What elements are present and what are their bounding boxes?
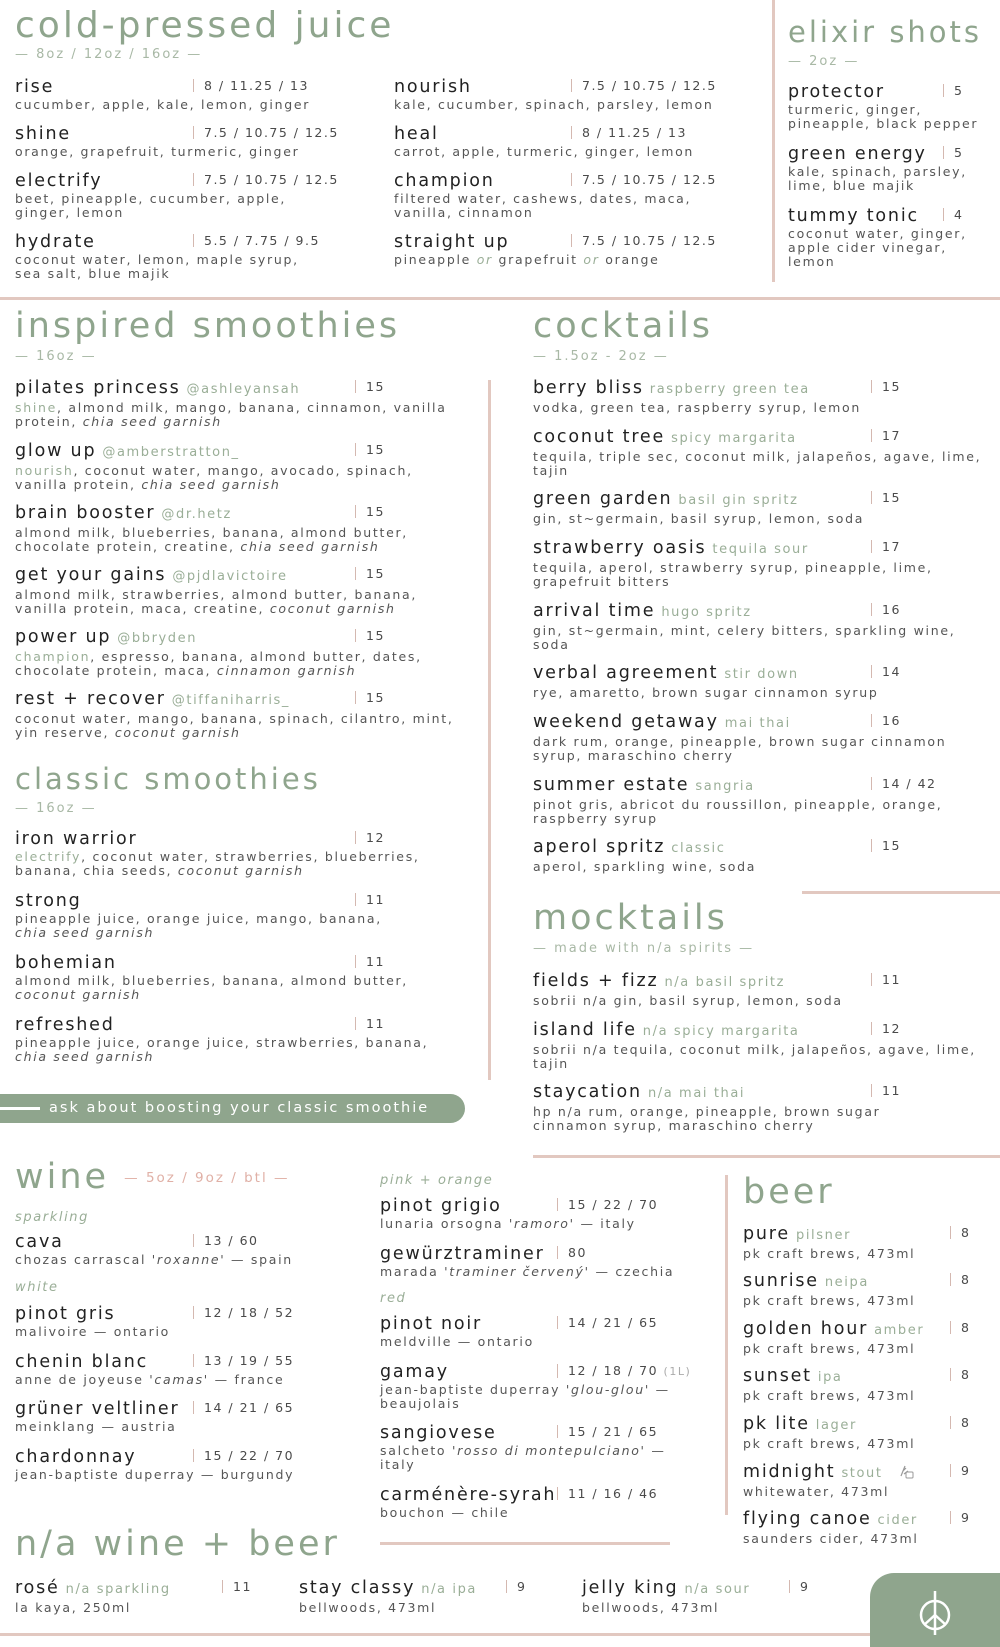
item-desc: salcheto 'rosso di montepulciano' — italy	[380, 1443, 666, 1472]
menu-item	[743, 1462, 993, 1499]
item-name: fields + fizz n/a basil spritz	[533, 971, 786, 991]
item-name: electrify	[15, 171, 103, 191]
item-desc: tequila, triple sec, coconut milk, jalapeños, agave, lime, tajin	[533, 449, 982, 478]
divider-horizontal	[0, 1633, 870, 1636]
wine-category-white: white	[15, 1280, 59, 1295]
item-desc: filtered water, cashews, dates, maca, vanilla, cinnamon	[394, 191, 692, 220]
item-desc: pk craft brews, 473ml	[743, 1246, 916, 1261]
item-name: get your gains @pjdlavictoire	[15, 565, 288, 585]
item-price: 15	[355, 380, 385, 393]
item-desc: coconut water, mango, banana, spinach, cilantro, mint, yin reserve, coconut garnish	[15, 711, 454, 740]
item-desc: bellwoods, 473ml	[582, 1600, 720, 1615]
item-price: 8	[950, 1226, 970, 1239]
item-name: coconut tree spicy margarita	[533, 427, 797, 447]
divider-vertical	[772, 0, 775, 282]
item-name: pinot grigio	[380, 1196, 502, 1216]
menu-item	[743, 1271, 993, 1308]
item-name: stay classy n/a ipa	[299, 1578, 477, 1598]
menu-item	[380, 1362, 710, 1411]
item-price: 8	[950, 1416, 970, 1429]
item-desc: gin, st~germain, basil syrup, lemon, soda	[533, 511, 865, 526]
item-name: bohemian	[15, 953, 117, 973]
item-desc: vodka, green tea, raspberry syrup, lemon	[533, 400, 861, 415]
item-price: 11 / 16 / 46	[557, 1487, 658, 1500]
item-desc: pineapple or grapefruit or orange	[394, 252, 660, 267]
item-price: 4	[943, 208, 963, 221]
item-desc: pk craft brews, 473ml	[743, 1293, 916, 1308]
menu-item	[299, 1578, 559, 1615]
item-name: chenin blanc	[15, 1352, 149, 1372]
item-name: rosé n/a sparkling	[15, 1578, 171, 1598]
cocktails-sizes: — 1.5oz - 2oz —	[533, 349, 669, 364]
inspired-sizes: — 16oz —	[15, 349, 97, 364]
item-desc: turmeric, ginger, pineapple, black pepper	[788, 102, 979, 131]
item-desc: whitewater, 473ml	[743, 1484, 890, 1499]
divider-horizontal	[0, 297, 1000, 300]
divider-vertical	[725, 1175, 728, 1515]
item-price: 7.5 / 10.75 / 12.5	[193, 126, 339, 139]
item-name: sunset ipa	[743, 1366, 843, 1386]
item-price: 13 / 19 / 55	[193, 1354, 294, 1367]
menu-item	[533, 378, 993, 415]
item-desc: anne de joyeuse 'camas' — france	[15, 1372, 285, 1387]
section-title-na: n/a wine + beer	[15, 1524, 340, 1564]
menu-item	[394, 232, 764, 267]
peace-sign-icon	[915, 1587, 955, 1637]
item-desc: lunaria orsogna 'ramoro' — italy	[380, 1216, 636, 1231]
menu-item	[582, 1578, 842, 1615]
item-desc: nourish, coconut water, mango, avocado, spinach, vanilla protein, chia seed garnish	[15, 463, 413, 492]
item-price: 15	[355, 567, 385, 580]
menu-item	[380, 1196, 710, 1231]
item-price: 5.5 / 7.75 / 9.5	[193, 234, 320, 247]
item-desc: sobrii n/a gin, basil syrup, lemon, soda	[533, 993, 843, 1008]
menu-item	[743, 1414, 993, 1451]
item-name: tummy tonic	[788, 206, 919, 226]
item-price: 80	[557, 1246, 587, 1259]
brand-logo	[870, 1573, 1000, 1647]
item-name: golden hour amber	[743, 1319, 925, 1339]
item-name: sangiovese	[380, 1423, 497, 1443]
menu-item	[533, 1082, 993, 1133]
section-title-classic: classic smoothies	[15, 762, 321, 796]
item-price: 5	[943, 146, 963, 159]
item-desc: sobrii n/a tequila, coconut milk, jalapeños, agave, lime, tajin	[533, 1042, 976, 1071]
divider-horizontal	[802, 891, 1000, 894]
item-name: weekend getaway mai thai	[533, 712, 791, 732]
wine-header	[15, 1157, 290, 1197]
item-desc: bouchon — chile	[380, 1505, 510, 1520]
gluten-free-icon	[898, 1463, 914, 1479]
item-price: 11	[355, 1017, 385, 1030]
item-price: 15	[355, 443, 385, 456]
menu-item	[15, 232, 385, 281]
menu-item	[533, 538, 993, 589]
menu-item	[15, 441, 470, 492]
item-price: 14 / 21 / 65	[557, 1316, 658, 1329]
item-desc: pineapple juice, orange juice, strawberries, banana, chia seed garnish	[15, 1035, 429, 1064]
item-name: grüner veltliner	[15, 1399, 180, 1419]
menu-item	[15, 171, 385, 220]
item-desc: jean-baptiste duperray 'glou-glou' — beaujolais	[380, 1382, 670, 1411]
menu-item	[743, 1224, 993, 1261]
divider-vertical	[488, 380, 491, 1080]
item-tag: @ashleyansah	[186, 382, 301, 397]
item-name: nourish	[394, 77, 472, 97]
item-desc: aperol, sparkling wine, soda	[533, 859, 757, 874]
item-name: strong	[15, 891, 82, 911]
item-desc: champion, espresso, banana, almond butter, dates, chocolate protein, maca, cinnamon garnish	[15, 649, 422, 678]
menu-item	[380, 1244, 710, 1279]
menu-item	[15, 1015, 470, 1064]
item-name: protector	[788, 82, 885, 102]
menu-item	[15, 627, 470, 678]
item-tag: @dr.hetz	[161, 507, 232, 522]
item-desc: beet, pineapple, cucumber, apple, ginger, lemon	[15, 191, 287, 220]
item-desc: coconut water, lemon, maple syrup, sea salt, blue majik	[15, 252, 299, 281]
menu-item	[15, 689, 470, 740]
item-price: 12	[355, 831, 385, 844]
item-name: champion	[394, 171, 495, 191]
item-desc: bellwoods, 473ml	[299, 1600, 437, 1615]
item-price: 7.5 / 10.75 / 12.5	[571, 173, 717, 186]
item-price: 11	[222, 1580, 252, 1593]
menu-item	[15, 378, 470, 429]
item-name: iron warrior	[15, 829, 138, 849]
item-desc: orange, grapefruit, turmeric, ginger	[15, 144, 300, 159]
item-desc: almond milk, strawberries, almond butter, banana, vanilla protein, maca, creatine, coconut garnish	[15, 587, 418, 616]
item-desc: almond milk, blueberries, banana, almond butter, chocolate protein, creatine, chia seed garnish	[15, 525, 408, 554]
item-desc: jean-baptiste duperray — burgundy	[15, 1467, 295, 1482]
item-price: 11	[355, 893, 385, 906]
item-desc: carrot, apple, turmeric, ginger, lemon	[394, 144, 695, 159]
item-name: cava	[15, 1232, 64, 1252]
menu-item	[533, 1020, 993, 1071]
menu-item	[380, 1423, 710, 1472]
item-price: 11	[871, 973, 901, 986]
item-price: 12 / 18 / 52	[193, 1306, 294, 1319]
wine-category-red: red	[380, 1291, 407, 1306]
item-desc: coconut water, ginger, apple cider vinegar, lemon	[788, 226, 967, 269]
mocktails-sizes: — made with n/a spirits —	[533, 941, 755, 956]
item-price: 15	[355, 505, 385, 518]
menu-item	[15, 1304, 365, 1339]
item-name: refreshed	[15, 1015, 115, 1035]
item-price: 7.5 / 10.75 / 12.5	[571, 234, 717, 247]
item-name: pinot gris	[15, 1304, 116, 1324]
item-price: 9	[950, 1464, 970, 1477]
item-desc: electrify, coconut water, strawberries, blueberries, banana, chia seeds, coconut garnish	[15, 849, 420, 878]
wine-category-sparkling: sparkling	[15, 1210, 89, 1225]
item-name: green garden basil gin spritz	[533, 489, 799, 509]
item-price: 17	[871, 429, 901, 442]
item-price: 14	[871, 665, 901, 678]
item-price: 16	[871, 603, 901, 616]
menu-item	[743, 1319, 993, 1356]
item-price: 9	[950, 1511, 970, 1524]
item-price: 8	[950, 1368, 970, 1381]
item-price: 15 / 22 / 70	[193, 1449, 294, 1462]
menu-item	[15, 124, 385, 159]
item-name: staycation n/a mai thai	[533, 1082, 746, 1102]
item-price: 15	[355, 691, 385, 704]
item-name: summer estate sangria	[533, 775, 755, 795]
item-price: 11	[355, 955, 385, 968]
item-price: 11	[871, 1084, 901, 1097]
item-desc: hp n/a rum, orange, pineapple, brown sugar cinnamon syrup, maraschino cherry	[533, 1104, 881, 1133]
item-name: brain booster @dr.hetz	[15, 503, 232, 523]
item-price: 14 / 21 / 65	[193, 1401, 294, 1414]
item-name: flying canoe cider	[743, 1509, 918, 1529]
divider-horizontal	[533, 1155, 1000, 1158]
divider-horizontal	[380, 1542, 670, 1545]
section-title-mocktails: mocktails	[533, 898, 728, 938]
item-price: 8	[950, 1321, 970, 1334]
menu-item	[15, 1399, 365, 1434]
menu-item	[533, 663, 993, 700]
menu-item	[15, 77, 385, 112]
menu-item	[743, 1366, 993, 1403]
item-desc: meldville — ontario	[380, 1334, 534, 1349]
boost-banner	[0, 1094, 465, 1123]
item-price: 9	[789, 1580, 809, 1593]
item-desc: tequila, aperol, strawberry syrup, pineapple, lime, grapefruit bitters	[533, 560, 933, 589]
item-price: 8 / 11.25 / 13	[571, 126, 687, 139]
item-name: power up @bbryden	[15, 627, 198, 647]
section-title-wine: wine	[15, 1157, 110, 1197]
menu-item	[533, 775, 993, 826]
item-price: 7.5 / 10.75 / 12.5	[193, 173, 339, 186]
menu-item	[15, 1578, 275, 1615]
item-desc: malivoire — ontario	[15, 1324, 170, 1339]
item-name: pk lite lager	[743, 1414, 857, 1434]
item-name: gamay	[380, 1362, 449, 1382]
item-desc: dark rum, orange, pineapple, brown sugar cinnamon syrup, maraschino cherry	[533, 734, 947, 763]
item-desc: pk craft brews, 473ml	[743, 1341, 916, 1356]
item-price: 12	[871, 1022, 901, 1035]
menu-item	[533, 837, 993, 874]
item-desc: pk craft brews, 473ml	[743, 1388, 916, 1403]
menu-item	[788, 82, 993, 131]
item-desc: shine, almond milk, mango, banana, cinnamon, vanilla protein, chia seed garnish	[15, 400, 447, 429]
item-name: strawberry oasis tequila sour	[533, 538, 809, 558]
menu-item	[380, 1314, 710, 1349]
item-price: 15 / 21 / 65	[557, 1425, 658, 1438]
item-price: 15	[871, 839, 901, 852]
item-tag: @pjdlavictoire	[172, 569, 288, 584]
menu-item	[15, 565, 470, 616]
item-name: arrival time hugo spritz	[533, 601, 752, 621]
item-desc: pk craft brews, 473ml	[743, 1436, 916, 1451]
item-desc: cucumber, apple, kale, lemon, ginger	[15, 97, 311, 112]
menu-item	[743, 1509, 993, 1546]
menu-item	[533, 712, 993, 763]
section-title-beer: beer	[743, 1172, 835, 1212]
menu-item	[15, 1232, 365, 1267]
item-desc: gin, st~germain, mint, celery bitters, sparkling wine, soda	[533, 623, 956, 652]
item-desc: la kaya, 250ml	[15, 1600, 132, 1615]
item-desc: chozas carrascal 'roxanne' — spain	[15, 1252, 293, 1267]
item-name: island life n/a spicy margarita	[533, 1020, 800, 1040]
item-name: hydrate	[15, 232, 96, 252]
item-name: shine	[15, 124, 71, 144]
item-desc: kale, cucumber, spinach, parsley, lemon	[394, 97, 714, 112]
item-name: glow up @amberstratton_	[15, 441, 240, 461]
shots-sizes: — 2oz —	[788, 54, 860, 69]
item-name: sunrise neipa	[743, 1271, 869, 1291]
item-price: 13 / 60	[193, 1234, 258, 1247]
menu-item	[15, 829, 470, 878]
item-name: green energy	[788, 144, 927, 164]
item-price: 15	[871, 380, 901, 393]
item-desc: kale, spinach, parsley, lime, blue majik	[788, 164, 967, 193]
item-name: straight up	[394, 232, 510, 252]
section-title-inspired: inspired smoothies	[15, 306, 401, 346]
menu-item	[394, 171, 764, 220]
juice-sizes: — 8oz / 12oz / 16oz —	[15, 47, 203, 62]
menu-item	[15, 1352, 365, 1387]
menu-item	[533, 427, 993, 478]
item-name: aperol spritz classic	[533, 837, 726, 857]
item-price: 14 / 42	[871, 777, 936, 790]
menu-item	[394, 124, 764, 159]
item-desc: rye, amaretto, brown sugar cinnamon syrup	[533, 685, 879, 700]
wine-category-pink: pink + orange	[380, 1173, 494, 1188]
item-name: jelly king n/a sour	[582, 1578, 751, 1598]
menu-item	[15, 953, 470, 1002]
section-title-cocktails: cocktails	[533, 306, 714, 346]
item-tag: @amberstratton_	[102, 445, 240, 460]
wine-sizes: — 5oz / 9oz / btl —	[124, 1170, 290, 1186]
item-price: 5	[943, 84, 963, 97]
menu-item	[788, 206, 993, 269]
item-name: verbal agreement stir down	[533, 663, 799, 683]
item-name: pinot noir	[380, 1314, 483, 1334]
section-title-shots: elixir shots	[788, 15, 983, 49]
menu-item	[15, 503, 470, 554]
item-desc: saunders cider, 473ml	[743, 1531, 919, 1546]
menu-item	[788, 144, 993, 193]
menu-item	[15, 891, 470, 940]
item-price: 16	[871, 714, 901, 727]
item-name: midnight stout	[743, 1462, 993, 1484]
classic-sizes: — 16oz —	[15, 801, 97, 816]
item-name: carménère-syrah	[380, 1485, 557, 1505]
item-name: rise	[15, 77, 55, 97]
section-title-juice: cold-pressed juice	[15, 5, 395, 46]
item-price: 8	[950, 1273, 970, 1286]
menu-item	[15, 1447, 365, 1482]
item-price: 9	[506, 1580, 526, 1593]
banner-text: ask about boosting your classic smoothie	[49, 1100, 430, 1116]
item-name: berry bliss raspberry green tea	[533, 378, 810, 398]
item-name: heal	[394, 124, 439, 144]
item-price: 7.5 / 10.75 / 12.5	[571, 79, 717, 92]
item-price: 15	[355, 629, 385, 642]
item-price: 15 / 22 / 70	[557, 1198, 658, 1211]
item-name: chardonnay	[15, 1447, 137, 1467]
item-price: 12 / 18 / 70 (1L)	[557, 1364, 691, 1378]
item-name: rest + recover @tiffaniharris_	[15, 689, 291, 709]
menu-item	[533, 971, 993, 1008]
menu-item	[394, 77, 764, 112]
item-price: 17	[871, 540, 901, 553]
menu-item	[533, 601, 993, 652]
item-price: 8 / 11.25 / 13	[193, 79, 309, 92]
item-tag: @tiffaniharris_	[171, 693, 291, 708]
item-desc: marada 'traminer červený' — czechia	[380, 1264, 675, 1279]
item-name: pure pilsner	[743, 1224, 852, 1244]
menu-item	[533, 489, 993, 526]
item-name: gewürztraminer	[380, 1244, 545, 1264]
item-tag: @bbryden	[117, 631, 198, 646]
item-desc: pineapple juice, orange juice, mango, banana, chia seed garnish	[15, 911, 382, 940]
item-price: 15	[871, 491, 901, 504]
item-desc: almond milk, blueberries, banana, almond butter, coconut garnish	[15, 973, 408, 1002]
menu-item	[380, 1485, 710, 1520]
item-desc: meinklang — austria	[15, 1419, 177, 1434]
item-name: pilates princess @ashleyansah	[15, 378, 301, 398]
item-desc: pinot gris, abricot du roussillon, pineapple, orange, raspberry syrup	[533, 797, 943, 826]
